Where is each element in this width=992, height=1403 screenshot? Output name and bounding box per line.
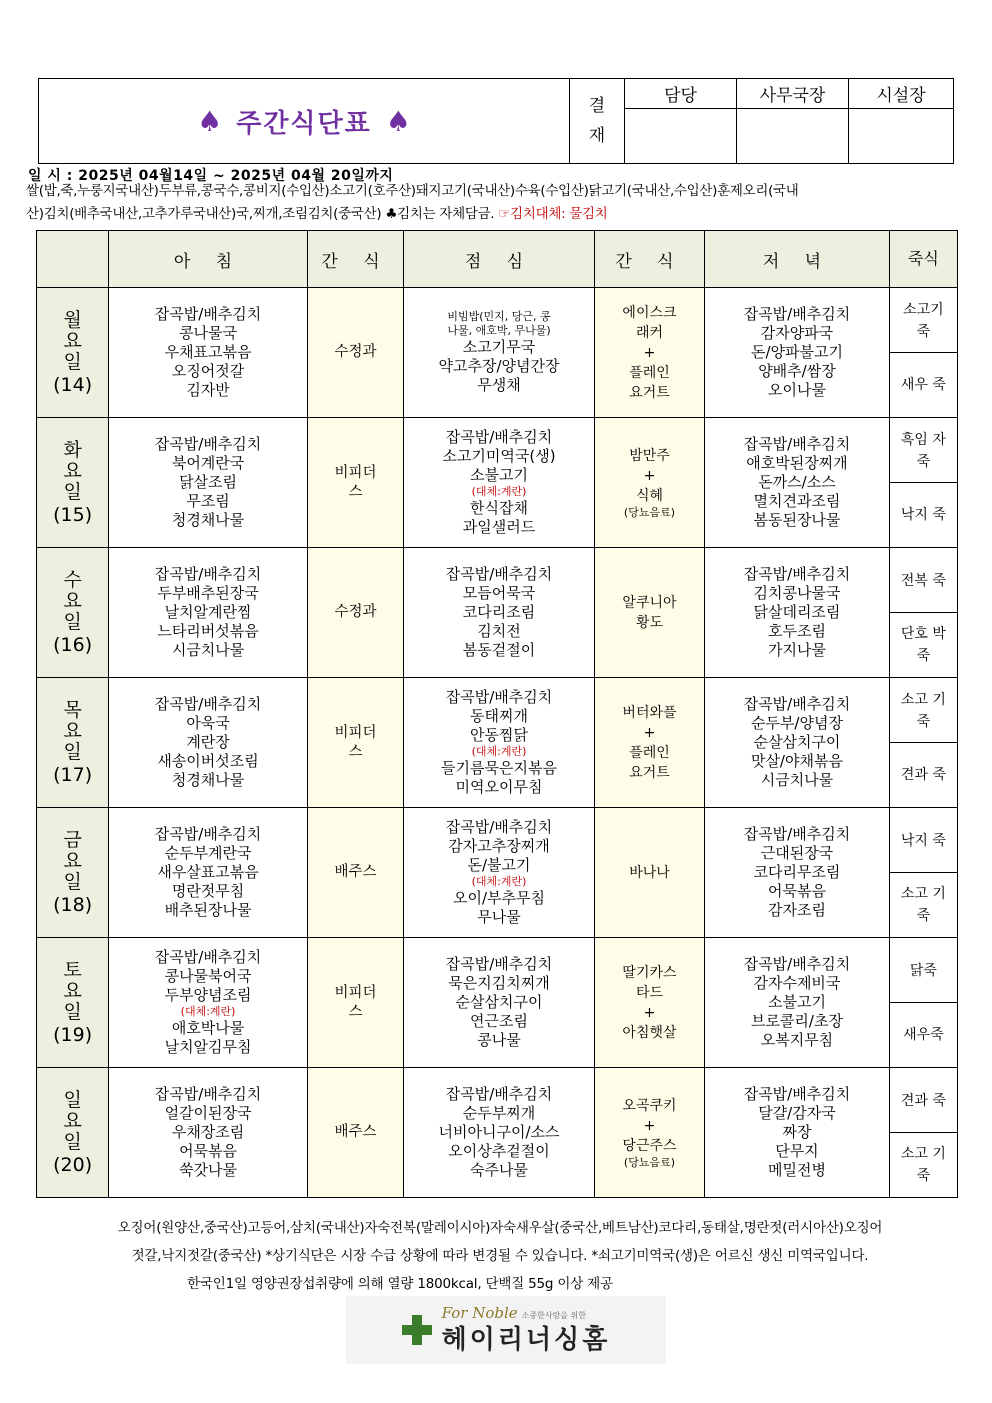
menu-item: 김자반 [186,381,230,399]
menu-item: 배주스 [334,864,377,880]
menu-item: 잡곡밥/배추김치 [445,818,553,836]
menu-item: 모듬어묵국 [462,584,536,602]
menu-item: 잡곡밥/배추김치 [154,435,262,453]
menu-row [37,288,958,418]
menu-item: 잡곡밥/배추김치 [445,428,553,446]
day-cell: 월 요 일 (14) [37,288,109,418]
menu-item: 요거트 [629,764,670,781]
menu-item: 봄동된장나물 [753,511,841,529]
header-dinner: 저 녁 [705,231,890,288]
porridge-cell [889,678,957,808]
menu-item: 닭살데리조림 [753,603,841,621]
menu-item: 바나나 [629,864,670,881]
day-date: (14) [53,373,93,396]
breakfast-cell [109,678,308,808]
porridge-item: 소고기 죽 [890,289,957,353]
menu-item: 달걀/감자국 [758,1104,836,1122]
menu-item: 아욱국 [186,714,230,732]
menu-item: 오징어젓갈 [171,362,245,380]
day-date: (17) [53,763,93,786]
menu-item: 아침햇살 [622,1024,677,1041]
menu-item: 잡곡밥/배추김치 [743,305,851,323]
menu-item: 래커 [635,324,663,341]
menu-item: (대체:계란) [471,745,527,758]
porridge-item: 새우 죽 [900,376,946,393]
menu-row [37,1068,958,1198]
sign-label-director: 시설장 [849,79,953,109]
menu-item: 잡곡밥/배추김치 [154,825,262,843]
lunch-cell [404,938,595,1068]
footer-line-1: 오징어(원양산,중국산)고등어,삼치(국내산)자숙전복(말레이시아)자숙새우살(중국산,베트남산)코다리,동태살,명란젓(러시아산)오징어 [117,1220,883,1236]
menu-item: 과일샐러드 [462,518,536,536]
porridge-item: 흑임 자죽 [890,419,957,483]
day-cell: 금 요 일 (18) [37,808,109,938]
facility-name: 헤이리너싱홈 [441,1324,611,1355]
facility-logo: For Noble 소중한사람을 위한 헤이리너싱홈 [346,1296,666,1364]
kimchi-substitute-note: ☞김치대체: 물김치 [498,206,608,222]
menu-item: 수정과 [334,604,377,620]
menu-row [37,548,958,678]
header-box [38,78,954,164]
menu-item: 황도 [635,614,663,631]
header-breakfast: 아 침 [109,231,308,288]
spade-icon: ♠ [197,104,223,138]
day-date: (20) [53,1153,93,1176]
breakfast-cell [109,808,308,938]
menu-item: 비피더 [334,724,377,741]
dinner-cell [705,288,890,418]
porridge-item: 낙지 죽 [900,506,946,523]
snack-pm-cell [594,288,704,418]
menu-item: 플레인 [629,744,670,761]
menu-item: 타드 [635,984,663,1001]
day-cell: 토 요 일 (19) [37,938,109,1068]
menu-item: 잡곡밥/배추김치 [743,1085,851,1103]
porridge-item: 견과 죽 [900,766,946,783]
menu-item: 콩나물국 [179,324,238,342]
header-snack-pm: 간 식 [594,231,704,288]
menu-item: 스 [348,1003,363,1020]
menu-item: 메밀전병 [767,1161,826,1179]
menu-item: 당근주스 [622,1137,677,1154]
menu-item: 애호박된장찌개 [746,454,848,472]
breakfast-cell [109,938,308,1068]
menu-item: 어묵볶음 [179,1142,238,1160]
lunch-cell [404,288,595,418]
menu-item: 비피더 [334,464,377,481]
breakfast-cell [109,418,308,548]
snack-am-cell [307,418,403,548]
menu-item: 닭살조림 [179,473,238,491]
menu-item: 잡곡밥/배추김치 [445,688,553,706]
menu-period: 일 시 : 2025년 04월14일 ~ 2025년 04월 20일까지 [28,168,394,184]
header-snack-am: 간 식 [307,231,403,288]
porridge-item: 소고 기죽 [900,885,946,924]
menu-item: 코다리조림 [462,603,536,621]
snack-am-cell [307,288,403,418]
menu-item: 무나물 [477,908,521,926]
day-cell: 수 요 일 (16) [37,548,109,678]
menu-item: 순살삼치구이 [455,993,543,1011]
menu-item: 브로콜리/초장 [750,1012,843,1030]
snack-pm-cell [594,548,704,678]
dinner-cell [705,548,890,678]
menu-item: 비빔밥(민지, 당근, 콩 [447,310,551,323]
breakfast-cell [109,1068,308,1198]
menu-item: 김치전 [477,622,521,640]
menu-item: 코다리무조림 [753,863,841,881]
header-lunch: 점 심 [404,231,595,288]
porridge-item: 낙지 죽 [890,809,957,873]
porridge-cell [889,1068,957,1198]
menu-item: 단무지 [775,1142,819,1160]
menu-item: 무조림 [186,492,230,510]
menu-item: 플레인 [629,364,670,381]
day-date: (18) [53,893,93,916]
menu-item: 잡곡밥/배추김치 [154,565,262,583]
menu-item: 우채장조림 [171,1123,245,1141]
footer-line-2: 젓갈,낙지젓갈(중국산) *상기식단은 시장 수급 상황에 따라 변경될 수 있습니다. *쇠고기미역국(생)은 어르신 생신 미역국입니다. [131,1248,869,1264]
menu-item: (대체:계란) [180,1005,236,1018]
menu-item: 날치알김무침 [164,1038,252,1056]
menu-item: 콩나물 [477,1031,521,1049]
porridge-item: 전복 죽 [890,549,957,613]
menu-item: 잡곡밥/배추김치 [743,435,851,453]
page-title: 주간식단표 [236,108,372,139]
menu-item: + [643,344,656,361]
menu-item: 명란젓무침 [171,882,245,900]
menu-item: 무생채 [477,376,521,394]
menu-item: 식혜 [635,487,663,504]
menu-item: 가지나물 [767,641,826,659]
menu-item: 순두부계란국 [164,844,252,862]
menu-row [37,418,958,548]
day-cell: 화 요 일 (15) [37,418,109,548]
menu-item: 밤만주 [629,447,670,464]
cross-icon [402,1315,432,1345]
porridge-item: 단호 박죽 [900,625,946,664]
snack-pm-cell [594,1068,704,1198]
menu-item: 잡곡밥/배추김치 [445,955,553,973]
lunch-cell [404,1068,595,1198]
snack-am-cell [307,548,403,678]
snack-am-cell [307,678,403,808]
snack-am-cell [307,1068,403,1198]
menu-item: 잡곡밥/배추김치 [743,695,851,713]
dinner-cell [705,678,890,808]
menu-item: 애호박나물 [171,1019,245,1037]
menu-item: 스 [348,483,363,500]
menu-item: 두부배추된장국 [157,584,259,602]
menu-item: 감자조림 [767,901,826,919]
menu-item: 날치알계란찜 [164,603,252,621]
menu-item: 연근조림 [470,1012,528,1030]
menu-item: 새우살표고볶음 [157,863,259,881]
menu-item: (당뇨음료) [623,1155,676,1169]
day-date: (16) [53,633,93,656]
menu-item: 소고기무국 [462,338,536,356]
menu-item: 짜장 [782,1123,812,1141]
menu-item: 시금치나물 [171,641,245,659]
menu-item: 한식잡채 [470,499,528,517]
sign-box-staff[interactable] [625,109,737,163]
menu-item: 봄동겉절이 [462,641,536,659]
menu-body [37,288,958,1198]
menu-item: 잡곡밥/배추김치 [445,565,553,583]
menu-item: 스 [348,743,363,760]
breakfast-cell [109,548,308,678]
menu-item: 오이/부추무침 [452,889,545,907]
menu-item: 들기름묵은지볶음 [441,759,557,777]
menu-item: 배추된장나물 [164,901,252,919]
menu-item: 소불고기 [470,466,528,484]
snack-pm-cell [594,808,704,938]
sign-grid [625,79,953,163]
menu-item: 콩나물북어국 [164,967,252,985]
menu-item: 순두부찌개 [462,1104,536,1122]
menu-item: 잡곡밥/배추김치 [743,955,851,973]
approval-label: 결 재 [570,79,625,163]
snack-pm-cell [594,678,704,808]
menu-item: 근대된장국 [760,844,834,862]
snack-pm-cell [594,938,704,1068]
menu-item: 감자고추장찌개 [448,837,550,855]
menu-item: 얼갈이된장국 [164,1104,252,1122]
lunch-cell [404,418,595,548]
menu-item: 나물, 애호박, 무나물) [447,324,551,337]
menu-row [37,678,958,808]
menu-item: 약고추장/양념간장 [438,357,560,375]
snack-pm-cell [594,418,704,548]
menu-item: 청경채나물 [171,511,245,529]
menu-item: + [643,1004,656,1021]
sign-box-manager[interactable] [737,109,849,163]
menu-item: 배주스 [334,1124,377,1140]
header-porridge: 죽식 [889,231,957,288]
menu-item: 잡곡밥/배추김치 [445,1085,553,1103]
menu-item: 오복지무침 [760,1031,834,1049]
dinner-cell [705,938,890,1068]
menu-item: 우채표고볶음 [164,343,252,361]
snack-am-cell [307,808,403,938]
dinner-cell [705,808,890,938]
menu-item: 북어계란국 [171,454,245,472]
footer-line-3: 한국인1일 영양권장섭취량에 의해 열량 1800kcal, 단백질 55g 이상 제공 [187,1276,613,1292]
menu-item: 버터와플 [622,704,677,721]
menu-item: 순살삼치구이 [753,733,841,751]
porridge-item: 닭죽 [890,939,957,1003]
menu-item: 너비아니구이/소스 [438,1123,560,1141]
sign-box-director[interactable] [849,109,953,163]
menu-item: 돈/불고기 [467,856,531,874]
menu-item: 양배추/쌈장 [758,362,836,380]
porridge-item: 소고 기죽 [900,1145,946,1184]
porridge-cell [889,288,957,418]
menu-item: + [643,1117,656,1134]
menu-item: 잡곡밥/배추김치 [154,695,262,713]
menu-item: 청경채나물 [171,771,245,789]
menu-item: 동태찌개 [470,707,528,725]
day-cell: 일 요 일 (20) [37,1068,109,1198]
snack-am-cell [307,938,403,1068]
menu-item: 잡곡밥/배추김치 [743,825,851,843]
menu-row [37,808,958,938]
menu-item: 잡곡밥/배추김치 [154,1085,262,1103]
menu-item: (대체:계란) [471,485,527,498]
menu-item: 오이나물 [767,381,826,399]
breakfast-cell [109,288,308,418]
menu-item: (당뇨음료) [623,505,676,519]
lunch-cell [404,808,595,938]
menu-item: 소불고기 [767,993,826,1011]
menu-item: 딸기카스 [622,964,677,981]
menu-item: 계란장 [186,733,230,751]
menu-item: 잡곡밥/배추김치 [154,948,262,966]
porridge-cell [889,808,957,938]
menu-item: + [643,724,656,741]
porridge-cell [889,938,957,1068]
menu-item: 비피더 [334,984,377,1001]
menu-item: 두부양념조림 [164,986,252,1004]
table-header-row [37,231,958,288]
day-date: (19) [53,1023,93,1046]
menu-item: 돈까스/소스 [758,473,836,491]
menu-item: 멸치견과조림 [753,492,841,510]
spade-icon: ♠ [385,104,411,138]
porridge-item: 소고 기죽 [890,679,957,743]
menu-item: 숙주나물 [470,1161,528,1179]
menu-item: 잡곡밥/배추김치 [154,305,262,323]
weekly-menu-table [36,230,958,1198]
title-cell [39,79,570,163]
dinner-cell [705,1068,890,1198]
menu-row [37,938,958,1068]
menu-item: 안동찜닭 [470,726,528,744]
menu-item: + [643,467,656,484]
menu-item: 느타리버섯볶음 [157,622,259,640]
menu-item: 어묵볶음 [767,882,826,900]
menu-item: 쑥갓나물 [179,1161,238,1179]
menu-item: 김치콩나물국 [753,584,841,602]
menu-item: 오이상추겉절이 [448,1142,550,1160]
menu-item: 오곡쿠키 [622,1097,677,1114]
dinner-cell [705,418,890,548]
sign-label-manager: 사무국장 [737,79,849,109]
menu-item: 새송이버섯조림 [157,752,259,770]
porridge-cell [889,548,957,678]
menu-item: 수정과 [334,344,377,360]
lunch-cell [404,678,595,808]
menu-item: 에이스크 [622,304,677,321]
menu-item: 감자수제비국 [753,974,841,992]
header-day [37,231,109,288]
menu-item: 돈/양파불고기 [750,343,843,361]
porridge-item: 새우죽 [903,1026,944,1043]
menu-item: 순두부/양념장 [750,714,843,732]
menu-item: 알쿠니아 [622,594,677,611]
menu-item: 맛살/야채볶음 [750,752,843,770]
porridge-item: 견과 죽 [890,1069,957,1133]
origin-notice: 쌀(밥,죽,누룽지국내산)두부류,콩국수,콩비지(수입산)소고기(호주산)돼지고기(국내산)수육(수입산)닭고기(국내산,수입산)훈제오리(국내 산)김치(배추국내산,고추가루국내산)국,찌개,조림김치(중국산) ♣김치는 자체담금. ☞김치대체: 물김치 [26,183,799,222]
porridge-cell [889,418,957,548]
menu-item: 감자양파국 [760,324,834,342]
menu-item: (대체:계란) [471,875,527,888]
menu-item: 묵은지김치찌개 [448,974,550,992]
menu-item: 소고기미역국(생) [442,447,556,465]
menu-item: 잡곡밥/배추김치 [743,565,851,583]
menu-item: 요거트 [629,384,670,401]
day-cell: 목 요 일 (17) [37,678,109,808]
day-date: (15) [53,503,93,526]
sign-label-staff: 담당 [625,79,737,109]
menu-item: 미역오이무침 [455,778,543,796]
lunch-cell [404,548,595,678]
menu-item: 호두조림 [767,622,826,640]
menu-item: 시금치나물 [760,771,834,789]
